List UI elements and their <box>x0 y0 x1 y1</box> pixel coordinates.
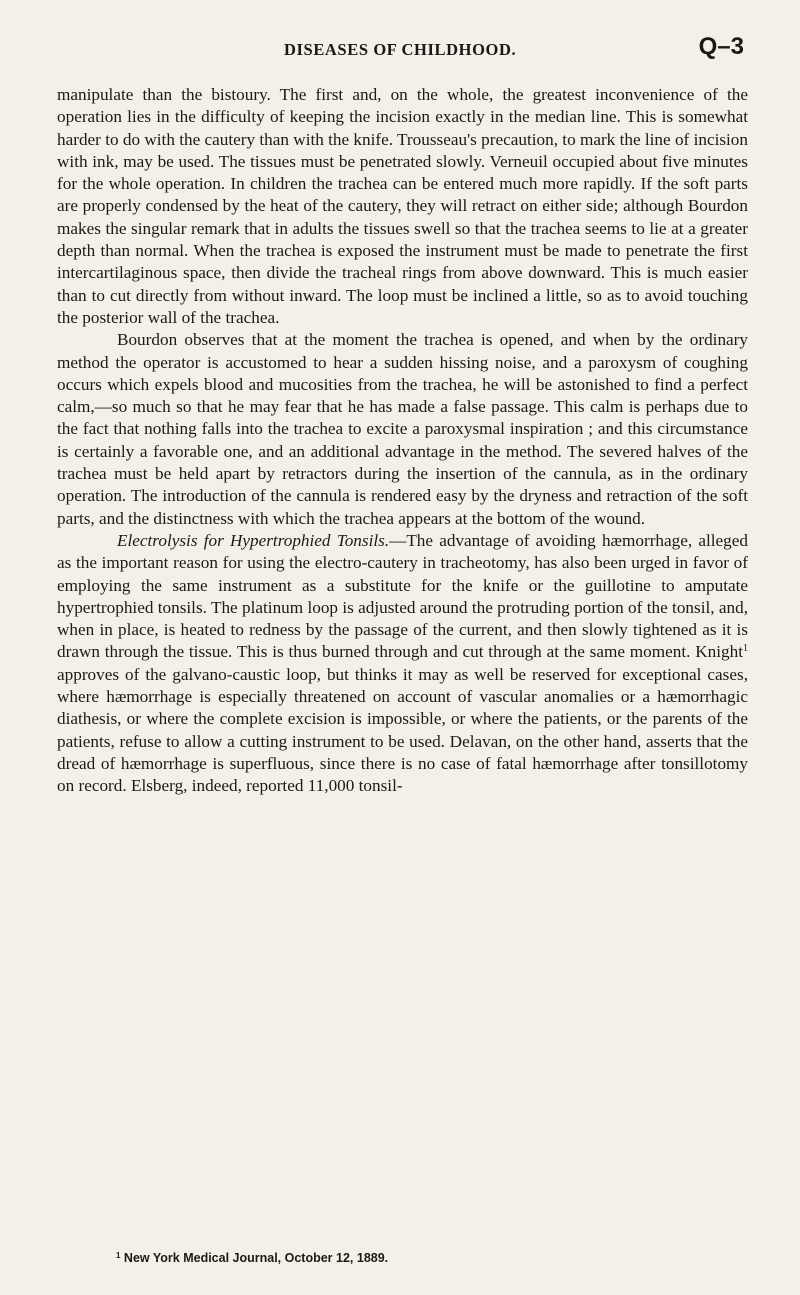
footnote-reference: 1 <box>743 643 748 655</box>
paragraph-2: Bourdon observes that at the moment the trachea is opened, and when by the ordinary method the operator is accustomed to hear a sudden hissing noise, and a paroxysm of coughing occurs which expels blood and mucosities from the trachea, he will be astonished to find a perfect calm,—so much so that he may fear that he has made a false passage. This calm is perhaps due to the fact that nothing falls into the trachea to excite a paroxysmal inspiration ; and this circumstance is certainly a favorable one, and an additional advantage in the method. The severed halves of the trachea must be held apart by retractors during the insertion of the cannula, as in the ordinary operation. The introduction of the cannula is rendered easy by the dryness and retraction of the soft parts, and the distinctness with which the trachea appears at the bottom of the wound. <box>57 330 748 528</box>
footnote-text: New York Medical Journal, October 12, 1889. <box>120 1251 389 1265</box>
paragraph-3-text-a: —The advantage of avoiding hæmorrhage, alleged as the important reason for using the electro-cautery in tracheotomy, has also been urged in favor of employing the same instrument as a substitute for the knife or the guillotine to amputate hypertrophied tonsils. The platinum loop is adjusted around the protruding portion of the tonsil, and, when in place, is heated to redness by the passage of the current, and then slowly tightened as it is drawn through the tissue. This is thus burned through and cut through at the same moment. Knight <box>57 530 749 662</box>
paragraph-3-text-b: approves of the galvano-caustic loop, but thinks it may as well be reserved for exceptional cases, where hæmorrhage is especially threatened on account of vascular anomalies or a hæmorrhagic diathesis, or where the complete excision is impossible, or where the patients, or the parents of the patients, refuse to allow a cutting instrument to be used. Delavan, on the other hand, asserts that the dread of hæmorrhage is superfluous, since there is no case of fatal hæmorrhage after tonsillotomy on record. Elsberg, indeed, reported 11,000 tonsil- <box>57 664 748 796</box>
running-title: DISEASES OF CHILDHOOD. <box>284 40 517 59</box>
paragraph-3 <box>57 530 748 798</box>
footnote <box>116 1251 388 1265</box>
paragraph-1: manipulate than the bistoury. The first and, on the whole, the greatest inconvenience of the operation lies in the difficulty of keeping the incision exactly in the median line. This is somewhat harder to do with the cautery than with the knife. Trousseau's precaution, to mark the line of incision with ink, may be used. The tissues must be penetrated slowly. Verneuil occupied about five minutes for the whole operation. In children the trachea can be entered much more rapidly. If the soft parts are properly condensed by the heat of the cautery, they will retract on either side; although Bourdon makes the singular remark that in adults the tissues swell so that the trachea seems to lie at a greater depth than normal. When the trachea is exposed the instrument must be made to penetrate the first intercartilaginous space, then divide the tracheal rings from above downward. This is much easier than to cut directly from without inward. The loop must be inclined a little, so as to avoid touching the posterior wall of the trachea. <box>57 85 748 327</box>
section-heading: Electrolysis for Hypertrophied Tonsils. <box>117 530 390 550</box>
body-text <box>57 84 748 798</box>
footnote-marker: 1 <box>116 1251 121 1260</box>
page-signature-mark: Q–3 <box>698 33 744 60</box>
